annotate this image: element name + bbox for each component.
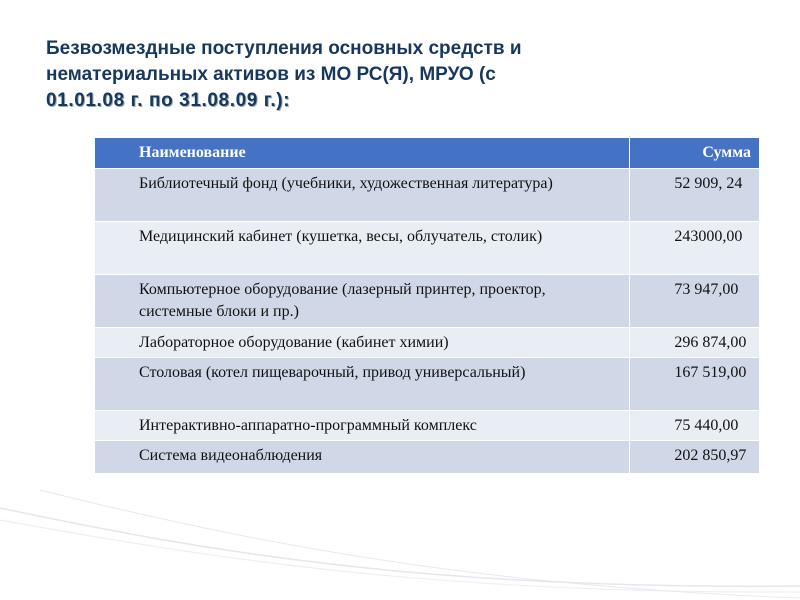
table-row [95, 169, 760, 222]
row-sum: 243000,00 [630, 222, 760, 275]
assets-table [94, 137, 760, 474]
row-name: Библиотечный фонд (учебники, художественная литература) [95, 169, 630, 222]
row-name: Лабораторное оборудование (кабинет химии) [95, 328, 630, 358]
table-row [95, 222, 760, 275]
title-line-2: нематериальных активов из МО РС(Я), МРУО (с [46, 64, 496, 85]
row-sum: 73 947,00 [630, 275, 760, 328]
table-row [95, 411, 760, 441]
row-sum: 75 440,00 [630, 411, 760, 441]
table-row [95, 358, 760, 411]
decorative-curves [0, 490, 800, 600]
row-name: Система видеонаблюдения [95, 441, 630, 474]
row-sum: 296 874,00 [630, 328, 760, 358]
title-line-1: Безвозмездные поступления основных средств и [46, 38, 522, 59]
header-sum: Сумма [630, 138, 760, 169]
row-name: Интерактивно-аппаратно-программный комплекс [95, 411, 630, 441]
row-sum: 52 909, 24 [630, 169, 760, 222]
title-line-3: 01.01.08 г. по 31.08.09 г.): [46, 90, 291, 111]
slide-title [46, 36, 766, 114]
table-header-row [95, 138, 760, 169]
table-row [95, 441, 760, 474]
row-name: Столовая (котел пищеварочный, привод универсальный) [95, 358, 630, 411]
row-name: Медицинский кабинет (кушетка, весы, облучатель, столик) [95, 222, 630, 275]
header-name: Наименование [95, 138, 630, 169]
row-sum: 167 519,00 [630, 358, 760, 411]
table-row [95, 275, 760, 328]
table-row [95, 328, 760, 358]
row-name: Компьютерное оборудование (лазерный принтер, проектор, системные блоки и пр.) [95, 275, 630, 328]
row-sum: 202 850,97 [630, 441, 760, 474]
